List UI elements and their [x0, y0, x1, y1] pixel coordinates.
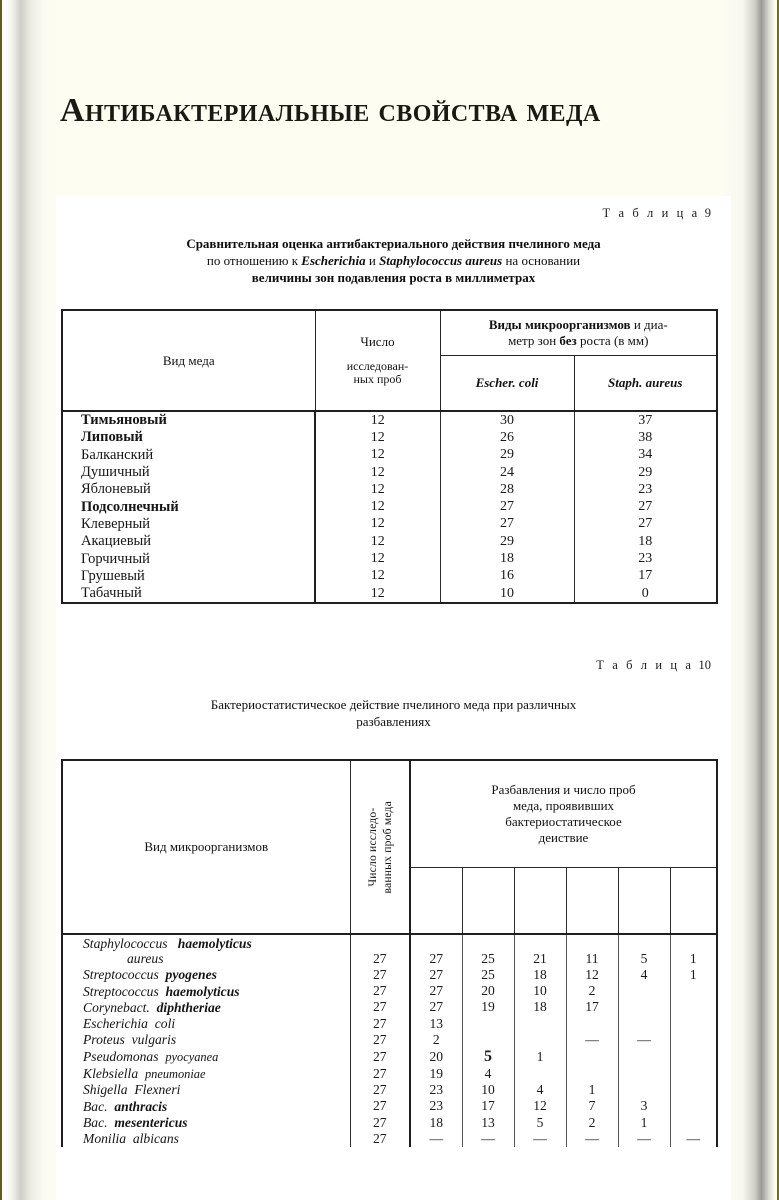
- table9-caption-line3: величины зон подавления роста в миллиметрах: [251, 270, 536, 286]
- table10-cell-count: 27: [350, 1016, 410, 1032]
- table9-head: [62, 310, 717, 411]
- table10-cell-dilution: 20: [410, 1048, 462, 1066]
- table10-cell-dilution: 18: [514, 967, 566, 983]
- table9-th-staph: Staph. aureus: [574, 356, 717, 412]
- table9-cell-count: 12: [315, 411, 440, 429]
- table9-cell-honey-type: Грушевый: [62, 568, 315, 585]
- table10-cell-organism: Shigella Flexneri: [62, 1082, 350, 1098]
- table10-cell-organism: Pseudomonas pyocyanea: [62, 1048, 350, 1066]
- table9-cell-count: 12: [315, 533, 440, 550]
- table10-cell-dilution: 27: [410, 967, 462, 983]
- table10-caption-line2: разбавлениях: [356, 714, 431, 730]
- table9-cell-staph: 37: [574, 411, 717, 429]
- table9-cell-ecoli: 27: [440, 516, 574, 533]
- table-row: [62, 1048, 717, 1066]
- table10-cell-dilution: 2: [410, 1032, 462, 1048]
- scanned-content: [56, 196, 731, 1200]
- table10-cell-dilution: —: [566, 1032, 618, 1048]
- table10-cell-dilution: 17: [462, 1098, 514, 1114]
- table9-body: [62, 411, 717, 603]
- table9-cell-count: 12: [315, 464, 440, 481]
- table10-cell-dilution: 4: [514, 1082, 566, 1098]
- table10-subheader-cell: [670, 867, 717, 934]
- table10-cell-dilution: [462, 1016, 514, 1032]
- table10-th-count-vertical: Число исследо- ванных проб меда: [350, 760, 410, 934]
- table10-cell-dilution: 2: [566, 1115, 618, 1131]
- table10-number-value: 10: [698, 658, 711, 672]
- table10-cell-count: 27: [350, 1032, 410, 1048]
- table9-th-ecoli: Escher. coli: [440, 356, 574, 412]
- table9-cell-staph: 23: [574, 481, 717, 498]
- table10-cell-dilution: [566, 1066, 618, 1082]
- table-10: [61, 759, 718, 1147]
- table10-cell-dilution: 4: [462, 1066, 514, 1082]
- table9-number-value: 9: [704, 206, 711, 220]
- table9-th-count: Число исследован- ных проб: [315, 310, 440, 411]
- table10-cell-dilution: [514, 1016, 566, 1032]
- table9-cell-ecoli: 16: [440, 568, 574, 585]
- table9-cell-staph: 29: [574, 464, 717, 481]
- table9-th-span-microorganisms: Виды микроорганизмов и диа- метр зон без роста (в мм): [440, 310, 717, 356]
- table10-cell-dilution: —: [618, 1032, 670, 1048]
- table9-cell-ecoli: 28: [440, 481, 574, 498]
- table10-subheader-cell: [462, 867, 514, 934]
- table9-cell-ecoli: 29: [440, 533, 574, 550]
- table10-cell-dilution: 5: [618, 934, 670, 967]
- table10-cell-dilution: 20: [462, 983, 514, 999]
- table10-cell-dilution: 1: [670, 967, 717, 983]
- table-9: [61, 309, 718, 604]
- table10-cell-dilution: 11: [566, 934, 618, 967]
- table10-cell-dilution: 23: [410, 1082, 462, 1098]
- table10-cell-count: 27: [350, 934, 410, 967]
- table-row: [62, 429, 717, 446]
- table-row: [62, 1032, 717, 1048]
- table10-cell-count: 27: [350, 1131, 410, 1147]
- table10-cell-organism: Escherichia coli: [62, 1016, 350, 1032]
- table10-cell-dilution: [670, 999, 717, 1015]
- table10-cell-dilution: [670, 1048, 717, 1066]
- table-row: [62, 1115, 717, 1131]
- table-row: [62, 568, 717, 585]
- table-row: [62, 550, 717, 567]
- table10-subheader-cell: [514, 867, 566, 934]
- table-row: [62, 983, 717, 999]
- table10-cell-dilution: 13: [410, 1016, 462, 1032]
- table10-cell-dilution: 27: [410, 983, 462, 999]
- table-row: [62, 1016, 717, 1032]
- table9-cell-ecoli: 18: [440, 550, 574, 567]
- table9-cell-ecoli: 26: [440, 429, 574, 446]
- table9-cell-count: 12: [315, 498, 440, 515]
- page-title: Антибактериальные свойства меда: [60, 91, 601, 129]
- table-row: [62, 999, 717, 1015]
- table10-cell-dilution: [670, 1016, 717, 1032]
- table9-cell-honey-type: Душичный: [62, 464, 315, 481]
- table10-cell-dilution: [514, 1032, 566, 1048]
- table9-number: [56, 206, 725, 221]
- table10-cell-dilution: 19: [410, 1066, 462, 1082]
- table10-cell-dilution: [618, 1082, 670, 1098]
- table10-cell-dilution: [670, 1066, 717, 1082]
- table-row: [62, 533, 717, 550]
- table9-cell-staph: 34: [574, 447, 717, 464]
- table10-cell-dilution: 27: [410, 934, 462, 967]
- table10-cell-count: 27: [350, 1048, 410, 1066]
- table-row: [62, 967, 717, 983]
- table10-cell-organism: Monilia albicans: [62, 1131, 350, 1147]
- table10-cell-dilution: 12: [566, 967, 618, 983]
- table10-cell-dilution: 10: [462, 1082, 514, 1098]
- table10-cell-dilution: —: [670, 1131, 717, 1147]
- table10-th-species: Вид микроорганизмов: [62, 760, 350, 934]
- table10-subheader-cell: [566, 867, 618, 934]
- table10-cell-dilution: —: [618, 1131, 670, 1147]
- table10-cell-dilution: 1: [670, 934, 717, 967]
- table10-cell-dilution: 13: [462, 1115, 514, 1131]
- table10-cell-dilution: [618, 1016, 670, 1032]
- table10-cell-dilution: [670, 983, 717, 999]
- table-row: [62, 411, 717, 429]
- table10-cell-dilution: 18: [514, 999, 566, 1015]
- table9-th-species: Вид меда: [62, 310, 315, 411]
- table10-cell-dilution: [566, 1048, 618, 1066]
- table10-subheader-cell: [410, 867, 462, 934]
- table9-cell-count: 12: [315, 585, 440, 603]
- table10-caption: [56, 696, 731, 730]
- table9-caption: [56, 235, 731, 286]
- table9-cell-honey-type: Акациевый: [62, 533, 315, 550]
- table9-cell-ecoli: 24: [440, 464, 574, 481]
- table-row: [62, 1098, 717, 1114]
- table9-cell-count: 12: [315, 447, 440, 464]
- table10-cell-organism: Streptococcus haemolyticus: [62, 983, 350, 999]
- table10-cell-dilution: 1: [618, 1115, 670, 1131]
- table10-cell-dilution: 5: [462, 1048, 514, 1066]
- table10-cell-organism: Bac. anthracis: [62, 1098, 350, 1114]
- table10-cell-count: 27: [350, 1098, 410, 1114]
- table9-cell-staph: 27: [574, 498, 717, 515]
- table9-cell-honey-type: Тимьяновый: [62, 411, 315, 429]
- table10-cell-organism: Bac. mesentericus: [62, 1115, 350, 1131]
- table10-cell-dilution: [618, 1066, 670, 1082]
- table-row: [62, 934, 717, 967]
- table10-cell-dilution: [462, 1032, 514, 1048]
- table9-cell-honey-type: Клеверный: [62, 516, 315, 533]
- table10-cell-dilution: 1: [566, 1082, 618, 1098]
- table9-cell-ecoli: 30: [440, 411, 574, 429]
- table10-cell-dilution: 27: [410, 999, 462, 1015]
- table10-cell-dilution: [670, 1115, 717, 1131]
- table10-cell-dilution: 18: [410, 1115, 462, 1131]
- table10-cell-dilution: 12: [514, 1098, 566, 1114]
- table10-cell-organism: Corynebact. diphtheriae: [62, 999, 350, 1015]
- table-row: [62, 1131, 717, 1147]
- table-row: [62, 481, 717, 498]
- table9-cell-staph: 23: [574, 550, 717, 567]
- table-row: [62, 1082, 717, 1098]
- table10-cell-count: 27: [350, 1066, 410, 1082]
- table-row: [62, 1066, 717, 1082]
- page-sheet: [60, 0, 721, 1200]
- table9-cell-count: 12: [315, 568, 440, 585]
- table10-cell-dilution: [618, 983, 670, 999]
- table9-cell-ecoli: 27: [440, 498, 574, 515]
- table10-cell-dilution: 10: [514, 983, 566, 999]
- table10-cell-count: 27: [350, 983, 410, 999]
- table9-cell-count: 12: [315, 429, 440, 446]
- table9-cell-honey-type: Балканский: [62, 447, 315, 464]
- table10-subheader-cell: [618, 867, 670, 934]
- page-gutter-left: [4, 0, 60, 1200]
- table10-cell-dilution: 3: [618, 1098, 670, 1114]
- table9-caption-line2: по отношению к Escherichia и Staphylococcus aureus на основании: [206, 253, 581, 269]
- table10-cell-dilution: 2: [566, 983, 618, 999]
- table10-number-label: Т а б л и ц а: [596, 658, 694, 672]
- table10-cell-dilution: 5: [514, 1115, 566, 1131]
- table-row: [62, 464, 717, 481]
- table10-cell-count: 27: [350, 1082, 410, 1098]
- table9-cell-count: 12: [315, 516, 440, 533]
- table10-body: [62, 934, 717, 1147]
- table9-cell-honey-type: Подсолнечный: [62, 498, 315, 515]
- table10-cell-dilution: 4: [618, 967, 670, 983]
- table10-cell-dilution: [670, 1098, 717, 1114]
- table10-number: [56, 658, 725, 673]
- table10-cell-dilution: 25: [462, 967, 514, 983]
- table9-cell-honey-type: Яблоневый: [62, 481, 315, 498]
- table10-cell-dilution: 1: [514, 1048, 566, 1066]
- table10-cell-count: 27: [350, 999, 410, 1015]
- table-row: [62, 516, 717, 533]
- table9-cell-count: 12: [315, 550, 440, 567]
- table10-cell-dilution: 17: [566, 999, 618, 1015]
- table10-th-span-dilutions: Разбавления и число проб меда, проявивших бактериостатическое деиствие: [410, 760, 717, 867]
- table-row: [62, 498, 717, 515]
- table9-cell-staph: 18: [574, 533, 717, 550]
- table9-cell-staph: 17: [574, 568, 717, 585]
- table9-caption-line1: Сравнительная оценка антибактериального действия пчелиного меда: [186, 236, 601, 251]
- table9-cell-count: 12: [315, 481, 440, 498]
- table9-cell-ecoli: 10: [440, 585, 574, 603]
- table10-cell-organism: Staphylococcus haemolyticus aureus: [62, 934, 350, 967]
- table10-cell-dilution: [514, 1066, 566, 1082]
- table10-cell-dilution: 25: [462, 934, 514, 967]
- table10-cell-dilution: [618, 1048, 670, 1066]
- table10-cell-dilution: 19: [462, 999, 514, 1015]
- table10-cell-organism: Klebsiella pneumoniae: [62, 1066, 350, 1082]
- table10-cell-dilution: 23: [410, 1098, 462, 1114]
- table9-cell-staph: 0: [574, 585, 717, 603]
- table10-cell-dilution: [618, 999, 670, 1015]
- table10-cell-dilution: 7: [566, 1098, 618, 1114]
- table10-cell-dilution: —: [462, 1131, 514, 1147]
- table10-cell-organism: Streptococcus pyogenes: [62, 967, 350, 983]
- table10-cell-dilution: —: [410, 1131, 462, 1147]
- table9-cell-staph: 38: [574, 429, 717, 446]
- table-row: [62, 585, 717, 603]
- table10-cell-count: 27: [350, 967, 410, 983]
- table9-cell-honey-type: Табачный: [62, 585, 315, 603]
- table9-number-label: Т а б л и ц а: [602, 206, 700, 220]
- table10-cell-dilution: [566, 1016, 618, 1032]
- table10-cell-dilution: —: [566, 1131, 618, 1147]
- table10-cell-dilution: [670, 1082, 717, 1098]
- table9-cell-honey-type: Липовый: [62, 429, 315, 446]
- table10-cell-dilution: —: [514, 1131, 566, 1147]
- table10-cell-dilution: 21: [514, 934, 566, 967]
- table-row: [62, 447, 717, 464]
- table10-caption-line1: Бактериостатистическое действие пчелиного меда при различных: [210, 697, 577, 712]
- table9-cell-ecoli: 29: [440, 447, 574, 464]
- table10-head: [62, 760, 717, 934]
- table9-cell-staph: 27: [574, 516, 717, 533]
- table9-cell-honey-type: Горчичный: [62, 550, 315, 567]
- table10-cell-dilution: [670, 1032, 717, 1048]
- table10-cell-organism: Proteus vulgaris: [62, 1032, 350, 1048]
- table10-cell-count: 27: [350, 1115, 410, 1131]
